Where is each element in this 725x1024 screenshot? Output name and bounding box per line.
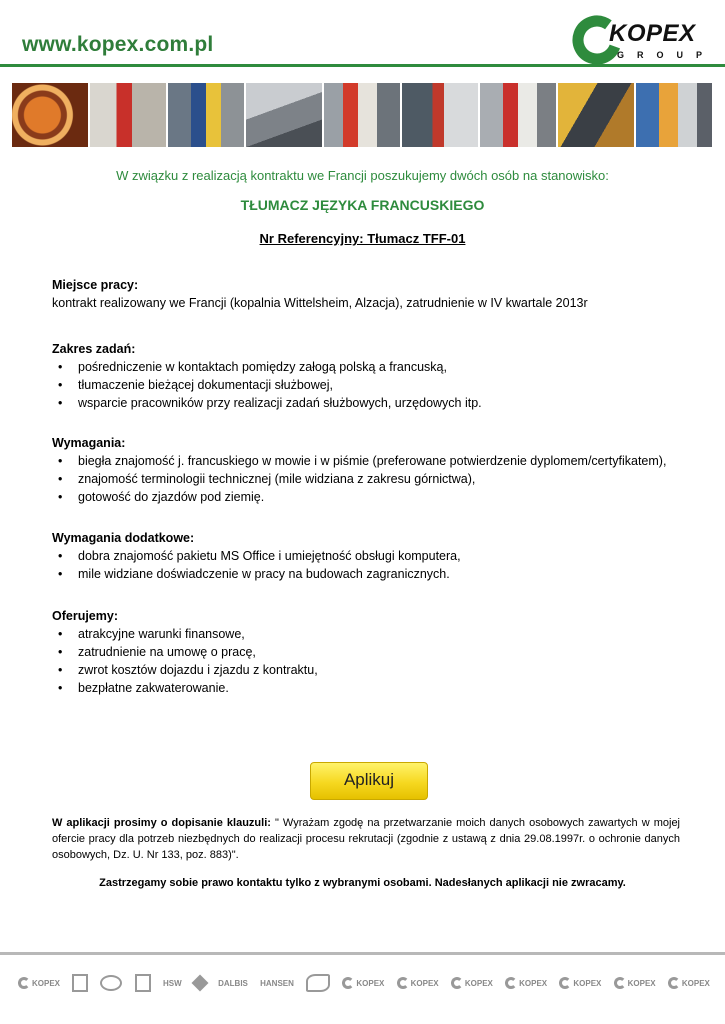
industrial-photo-strip xyxy=(12,83,712,147)
consent-clause xyxy=(52,815,680,863)
partner-logo: KOPEX xyxy=(397,977,439,989)
requirements-heading: Wymagania: xyxy=(52,436,126,450)
partner-logo: KOPEX xyxy=(342,977,384,989)
partner-logo: KOPEX xyxy=(505,977,547,989)
workplace-text: kontrakt realizowany we Francji (kopalnia Wittelsheim, Alzacja), zatrudnienie w IV kwartale 2013r xyxy=(52,296,588,310)
partner-logo xyxy=(306,974,330,992)
intro-text: W związku z realizacją kontraktu we Francji poszukujemy dwóch osób na stanowisko: xyxy=(116,168,609,183)
footer-divider xyxy=(0,952,725,955)
machinery-photo xyxy=(558,83,634,147)
machine-operator-photo xyxy=(168,83,244,147)
partner-logo xyxy=(72,974,88,992)
workshop-photo xyxy=(246,83,322,147)
kopex-group-logo xyxy=(571,14,716,66)
partner-logo: KOPEX xyxy=(668,977,710,989)
list-item: • zatrudnienie na umowę o pracę, xyxy=(52,643,682,661)
list-item: • dobra znajomość pakietu MS Office i umiejętność obsługi komputera, xyxy=(52,547,682,565)
footer-partner-logos xyxy=(18,970,710,996)
extra-requirements-section xyxy=(52,529,682,583)
duties-section xyxy=(52,340,682,412)
header-divider xyxy=(0,64,725,67)
partner-logo: KOPEX xyxy=(614,977,656,989)
logo-subtitle: GROUP xyxy=(617,50,716,60)
welder-photo xyxy=(324,83,400,147)
reserve-note: Zastrzegamy sobie prawo kontaktu tylko z wybranymi osobami. Nadesłanych aplikacji nie zwracamy. xyxy=(99,877,626,889)
partner-logo xyxy=(194,977,206,989)
list-item: • zwrot kosztów dojazdu i zjazdu z kontraktu, xyxy=(52,661,682,679)
duties-heading: Zakres zadań: xyxy=(52,342,136,356)
clause-lead: W aplikacji prosimy o dopisanie klauzuli: xyxy=(52,817,271,829)
list-item: • mile widziane doświadczenie w pracy na budowach zagranicznych. xyxy=(52,565,682,583)
partner-logo: KOPEX xyxy=(451,977,493,989)
workplace-heading: Miejsce pracy: xyxy=(52,278,139,292)
worker-red-overalls-photo xyxy=(90,83,166,147)
requirements-section xyxy=(52,434,682,506)
job-title: TŁUMACZ JĘZYKA FRANCUSKIEGO xyxy=(240,197,485,213)
list-item: • wsparcie pracowników przy realizacji zadań służbowych, urzędowych itp. xyxy=(52,394,682,412)
apply-button[interactable]: Aplikuj xyxy=(310,762,428,800)
list-item: • atrakcyjne warunki finansowe, xyxy=(52,625,682,643)
list-item: • bezpłatne zakwaterowanie. xyxy=(52,679,682,697)
list-item: • biegła znajomość j. francuskiego w mowie i w piśmie (preferowane potwierdzenie dyplomem/certyfikatem), xyxy=(52,452,682,470)
control-panel-photo xyxy=(402,83,478,147)
mechanic-photo xyxy=(480,83,556,147)
list-item: • znajomość terminologii technicznej (mile widziana z zakresu górnictwa), xyxy=(52,470,682,488)
kopex-mini-icon xyxy=(18,977,30,989)
cable-reels-photo xyxy=(12,83,88,147)
list-item: • gotowość do zjazdów pod ziemię. xyxy=(52,488,682,506)
reference-number: Nr Referencyjny: Tłumacz TFF-01 xyxy=(259,231,466,246)
partner-logo xyxy=(135,974,151,992)
partner-logo: HANSEN xyxy=(260,978,294,988)
site-url[interactable]: www.kopex.com.pl xyxy=(22,33,214,56)
partner-logo: DALBIS xyxy=(218,978,248,988)
list-item: • pośredniczenie w kontaktach pomiędzy załogą polską a francuską, xyxy=(52,358,682,376)
assembly-photo xyxy=(636,83,712,147)
offer-section xyxy=(52,607,682,697)
extra-requirements-heading: Wymagania dodatkowe: xyxy=(52,531,195,545)
partner-logo xyxy=(100,975,122,991)
clause-text: " Wyrażam zgodę na przetwarzanie moich danych osobowych zawartych w mojej ofercie pracy dla potrzeb niezbędnych do realizacji procesu rekrutacji (zgodnie z ustawą z dnia 29.08.1997r. o ochronie danych osobowych, Dz. U. Nr 133, poz. 883)". xyxy=(52,817,681,861)
logo-name: KOPEX xyxy=(609,20,696,47)
partner-logo: HSW xyxy=(162,978,182,988)
partner-logo: KOPEX xyxy=(18,977,60,989)
list-item: • tłumaczenie bieżącej dokumentacji służbowej, xyxy=(52,376,682,394)
workplace-section xyxy=(52,276,682,312)
offer-heading: Oferujemy: xyxy=(52,609,118,623)
partner-logo: KOPEX xyxy=(559,977,601,989)
